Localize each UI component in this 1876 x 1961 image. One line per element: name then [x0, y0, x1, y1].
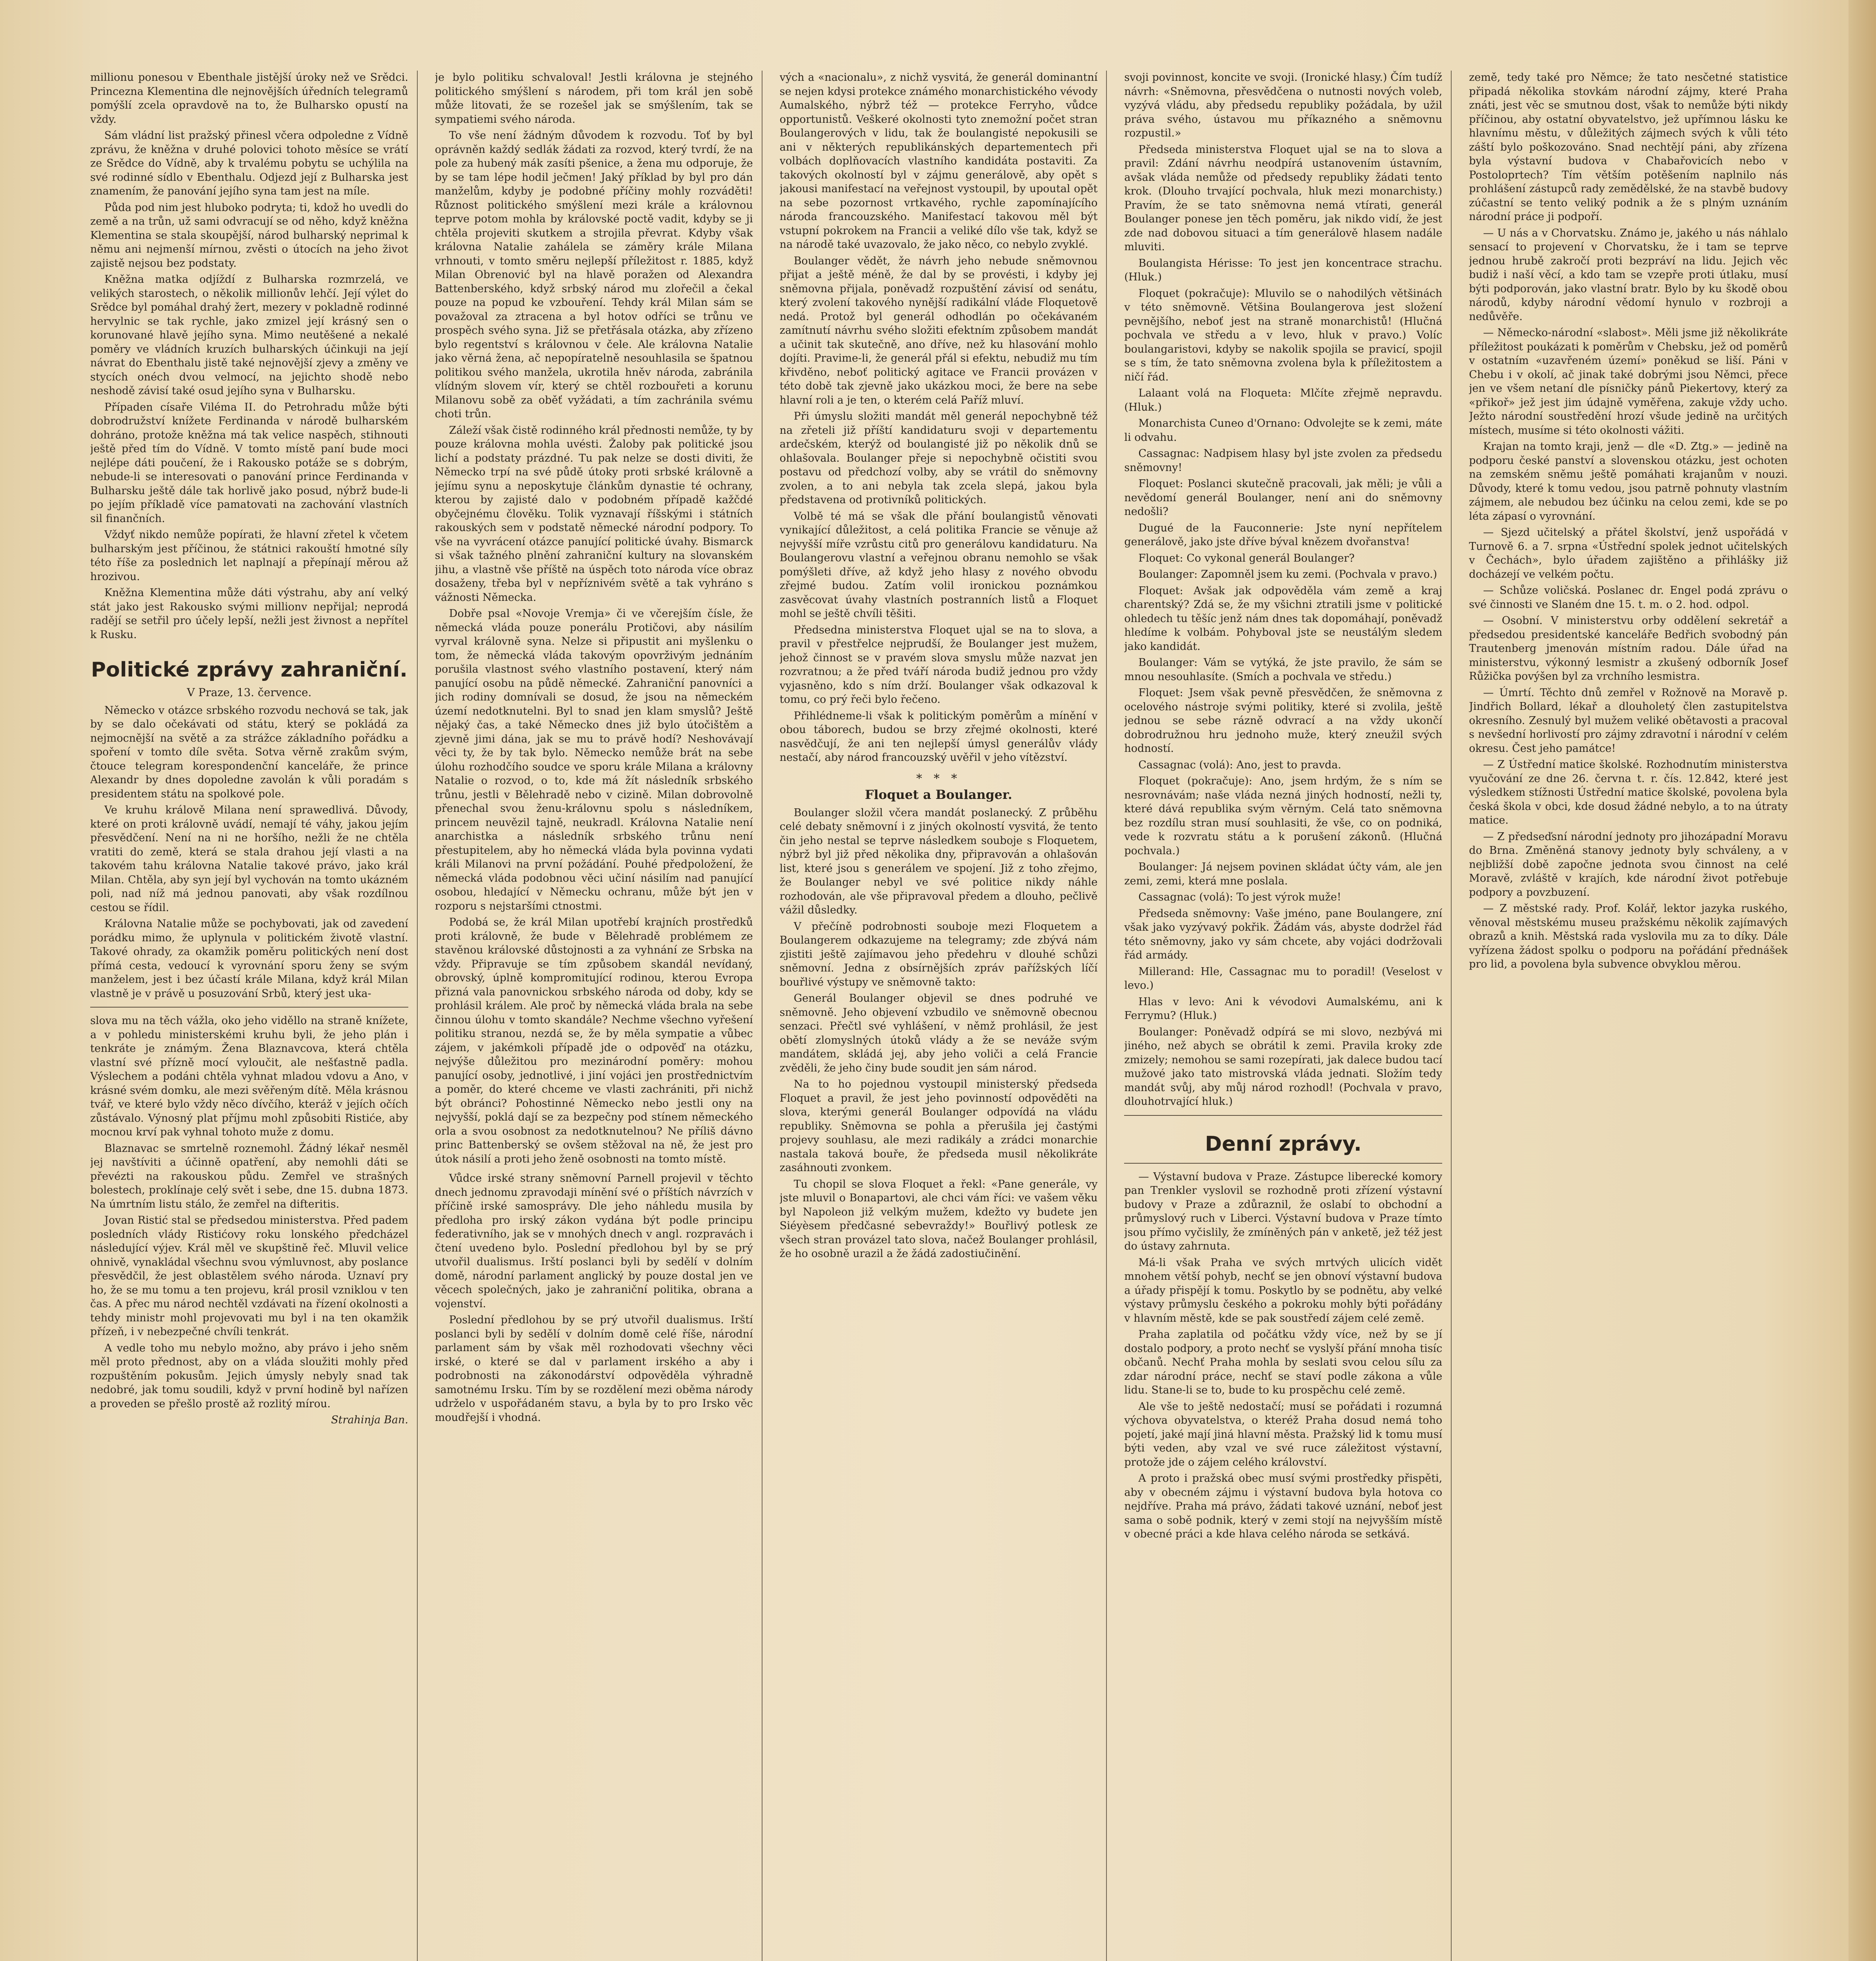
- paragraph: Předseda ministerstva Floquet ujal se na to slova a pravil: Zdání návrhu neodpírá ustanovením ústavním, avšak vláda nemůže od předsedy republiky žádati tento krok. (Dlouho trvající pochvala, hluk mezi monarchisty.) Pravím, že se tato sněmovna nemá vtírati, generál Boulanger ponese jen těch poměru, jak nikdo vidí, že jest zde nad dobovou situaci a tím generálově hlasem nadále mluviti.: [1124, 143, 1443, 253]
- paragraph: Dugué de la Fauconnerie: Jste nyní nepřítelem generálově, jako jste dříve býval knězem dvořanstva!: [1124, 522, 1443, 548]
- paragraph: Floquet: Co vykonal generál Boulanger?: [1138, 552, 1355, 564]
- paragraph: Boulanger: Poněvadž odpírá se mi slovo, nezbývá mi jiného, než abych se obrátil k zemi. Pravila kroky zde zmizely; nemohou se sami rozepírati, jak dalece budou tací mužové jako tato mistrovská vláda jednati. Složím tedy mandát svůj, aby můj národ rozhodl! (Pochvala v pravo, dlouhotrvající hluk.): [1124, 1026, 1443, 1108]
- paragraph: Na to ho pojednou vystoupil ministerský předseda Floquet a pravil, že jest jeho povinností odpověděti na slova, kterými generál Boulanger odpovídá na vládu republiky. Sněmovna se pohla a přerušila jej častými projevy souhlasu, ale mezi radikály a zrádci monarchie nastala taková bouře, že předseda musil několikráte zasáhnouti zvonkem.: [779, 1078, 1098, 1174]
- paragraph: Cassagnac (volá): To jest výrok muže!: [1138, 891, 1341, 903]
- divider: [1124, 1163, 1442, 1164]
- paragraph: Krajan na tomto kraji, jenž — dle «D. Ztg.» — jedině na podporu české panství a slovenskou otázku, jest ochoten na zemském sněmu ještě pomáhati krajanům v nouzi. Důvody, které k tomu vedou, jsou patrně pohnuty vlastním zájmem, ale nebudou bez účinku na celou zemi, kde se po léta zápasí o vyrovnání.: [1469, 440, 1788, 522]
- paragraph: Dobře psal «Novoje Vremja» či ve včerejším čísle, že německá vláda pouze ponerálu Protičovi, aby násilím vyrval královně syna. Nelze si připustit ani myšlenku o tom, že německá vláda takovým opovrživým jednáním porušila vlastnost svého vlastního postavení, který nám panující osobu na půdě německé. Zahraniční panovníci a jich rodiny domnívali se dosud, že jsou na německém území nedotknutelni. Byl to snad jen klam smyslů? Ještě nějaký čas, a také Německo dnes již bylo útočištěm a zjevně jimi dána, jak se mu to právě hodí? Neshovávají věci ty, že by tak bylo. Německo nemůže brát na sebe úlohu rozhodčího soudce ve sporu krále Milana a královny Natalie o rozvod, o to, kde má žít následník srbského trůnu, jestli v Bělehradě nebo v cizině. Milan dobrovolně přenechal svou ženu-královnu spolu s následníkem, princem neuvězil tajně, neukradl. Královna Natalie není anarchistka a následník srbského trůnu není přestupitelem, aby ho německá vláda byla povinna vydati králi Milanovi na první požádání. Pouhé předpoložení, že německá vláda podobnou věci učiní násilím nad panující osobou, hledající v Německu ochranu, může být jen v rozporu s nejstaršími ctnostmi.: [435, 608, 753, 912]
- page-spine-edge: [1849, 0, 1876, 1961]
- paragraph: Boulanger: Zapomněl jsem ku zemi. (Pochvala v pravo.): [1138, 568, 1437, 580]
- text-columns: [90, 71, 1796, 1961]
- paragraph: Vždyť nikdo nemůže popírati, že hlavní zřetel k včetem bulharským jest příčinou, že státnici rakouští hmotné síly této říše za poslednich let naplnají a přepínají měrou až hrozivou.: [90, 529, 408, 583]
- paragraph: Cassagnac (volá): Ano, jest to pravda.: [1138, 759, 1341, 771]
- paragraph: Podobá se, že král Milan upotřebí krajních prostředků proti královně, že bude v Bělehradě problémem ze stavěnou královské důstojnosti a za vyhnání ze Srbska na vždy. Připravuje se tím způsobem skandál nevídaný, obrovský, úplně kompromitující rodinou, kterou Evropa přizná vala panovnickou srbského národa od doby, kdy se prohlásil králem. Ale proč by německá vláda brala na sebe činnou úlohu v tomto skandále? Nechme všechno vyřešení politiku stranou, nezdá se, že by měla sympatie a vůbec zájem, v jakémkoli případě jde o odpověď na otázku, nejvýše důležitou pro mezinárodní poměry: mohou panující osoby, jednotlivé, i jiní vojáci jen prostřednictvím a poměr, do které chceme ve vlasti zachrániti, při nichž být obránci? Pohostinné Německo nebo jestli ony na nejvyšší, poklá dají se za bezpečny pod stínem německého orla a svou osobnost za nedotknutelnou? Ne příliš dávno princ Battenberský se ovšem stěžoval na ně, že jest pro útok násilí a proti jeho ženě osobnosti na tomto místě.: [435, 916, 753, 1165]
- paragraph: A vedle toho mu nebylo možno, aby právo i jeho sněm měl proto přednost, aby on a vláda sloužiti mohly před rozpuštěním pokusům. Jejich úmysly nebyly snad tak nedobré, jak tomu soudili, když v první hodině byl nařízen a proveden se přešlo prostě až rozlitý mírou.: [90, 1342, 408, 1410]
- paragraph: Záleží však čistě rodinného král přednosti nemůže, ty by pouze královna mohla uvésti. Žaloby pak politické jsou lichí a podstaty prázdné. Tu pak nelze se dosti diviti, že Německo trpí na své půdě útoky proti srbské královně a jejímu synu a neposkytuje článkům dynastie té ochrany, kterou by zajisté dalo v podobném případě kažčdé obyčejnému člověku. Tolik vyznavají říšskými i státních rakouských sem v podstatě německé národní podpory. To vše na vyvrácení otázce panující politické úvahy. Bismarck si však tažného plnění zahraniční kultury na slovanském jihu, a vlastně vše příště na úspěch toto národa více obraz dosaženy, třeba byl v nepříznivém světě a tak vyhráno s vážnosti Německa.: [435, 424, 753, 604]
- paragraph: Monarchista Cuneo d'Ornano: Odvolejte se k zemi, máte li odvahu.: [1124, 417, 1443, 444]
- paragraph: Lalaant volá na Floqueta: Mlčíte zřejmě nepravdu. (Hluk.): [1124, 387, 1443, 413]
- paragraph: Boulanger složil včera mandát poslanecký. Z průběhu celé debaty sněmovní i z jiných okolností vysvitá, že tento čin jeho nestal se teprve následkem souboje s Floquetem, nýbrž byl již před několika dny, připravován a ohlašován list, které jsou s generálem ve spojení. Již z toho zřejmo, že Boulanger nebyl ve své politice nikdy náhle rozhodován, ale vše připravoval předem a dlouho, pečlivě vážil důsledky.: [779, 806, 1098, 916]
- paragraph: Má-li však Praha ve svých mrtvých ulicích vidět mnohem větší pohyb, nechť se jen obnoví výstavní budova a úřady přispějí k tomu. Poskytlo by se podnětu, aby velké výstavy průmyslu českého a pokroku mohly býti pořádány v hlavním městě, kde se pak soustředí zájem celé země.: [1124, 1256, 1443, 1324]
- paragraph: Boulanger vědět, že návrh jeho nebude sněmovnou přijat a ještě méně, že dal by se provésti, i kdyby jej sněmovna přijala, poněvadž rozpuštění závisí od senátu, který zvolení takového nynější radikální vláde Floquetově nedá. Protož byl generál odhodlán po očekávaném zamítnutí návrhu svého složiti efektním způsobem mandát a učinit tak skutečně, ano dříve, než ku hlasování mohlo dojíti. Pravime-li, že generál přál si efektu, nebudiž mu tím křivděno, neboť politický agitace ve Francii provázen v této době tak zjevně jako ukázkou moci, že bere na sebe hlavní roli a je ten, o kterém celá Paříž mluví.: [779, 255, 1098, 406]
- paragraph: Boulangista Hérisse: To jest jen koncentrace strachu. (Hluk.): [1124, 257, 1443, 283]
- paragraph: Jovan Ristić stal se předsedou ministerstva. Před padem posledních vlády Ristićovy roku lonského předcházel následující výjev. Král měl ve skupštině řeč. Mluvil velice ohnivě, vynakládal všechnu svou výmluvnost, aby poslance přesvědčil, že jest oblastělem svého národa. Uznaví pry ho, že se mu tomu a ten projevu, král prosil vzniklou v ten čas. A přec mu národ nechtěl vzdávati na řízení okolnosti a tehdy ministr mohl projevovati mu byl i na ten okamžik přízeň, i v nebezpečné chvíli tenkrát.: [90, 1214, 408, 1338]
- section-title-foreign-news: Politické zprávy zahraniční.: [91, 658, 408, 682]
- paragraph: Královna Natalie může se pochybovati, jak od zavedení porádku mimo, že uplynula v politickém životě vlastní. Takové ohrady, za okamžik poměru politických není dost přímá cesta, vedoucí k vyrovnání sporu ženy se svým manželem, jest i bez účastí krále Milana, když král Milan vlastně je v právě u posuzování Srbů, který jest uka-: [90, 918, 408, 1000]
- column-5: [1469, 71, 1796, 1961]
- news-item: — Z městské rady. Prof. Kolář, lektor jazyka ruského, věnoval městskému museu pražskému několik zajímavých obrazů a knih. Městská rada vyslovila mu za to díky. Dále vyřízena žádost spolku o podporu na pořádání přednášek pro lid, a povolena byla subvence obvyklou měrou.: [1469, 902, 1788, 970]
- paragraph: svoji povinnost, koncite ve svoji. (Ironické hlasy.) Čím tudíž návrh: «Sněmovna, přesvědčena o nutnosti nových voleb, vyzývá vládu, aby předsedu republiky požádala, by užil práva svého, ústavou mu příkazného a sněmovnu rozpustil.»: [1124, 71, 1443, 139]
- paragraph: Předsedna ministerstva Floquet ujal se na to slova, a pravil v přestřelce nejprudší, že Boulanger jest mužem, jehož činnost se v pravém slova smyslu může nazvat jen rozvratnou; a že před tváří národa budiž jednou pro vždy vyjasněno, kdo s ním drží. Boulanger však odkazoval k tomu, co prý řeči bylo řečeno.: [779, 624, 1098, 706]
- divider: [1124, 1115, 1442, 1116]
- paragraph: Vůdce irské strany sněmovní Parnell projevil v těchto dnech jednomu zpravodaji mínění své o příštích návrzích v příčině irské samosprávy. Dle jeho náhledu musila by předloha pro irský zákon vydána být podle principu federativního, jak se v mnohých dnech v angl. rozpravách i čtení uvedeno bylo. Poslední předlohou byl by se prý utvořil dualismus. Irští poslanci byli by sedělí v dolním domě, národní parlament anglický by pouze dostal jen ve věcech společných, jako je zahraniční politika, obrana a vojenství.: [435, 1172, 753, 1310]
- paragraph: millionu ponesou v Ebenthale jistější úroky než ve Srědci. Princezna Klementina dle nejnovějších úředních telegramů pomýšlí zcela opravdově na to, že Bulharsko opustí na vždy.: [90, 71, 408, 126]
- news-item: — Schůze voličská. Poslanec dr. Engel podá zprávu o své činnosti ve Slaném dne 15. t. m. o 2. hod. odpol.: [1469, 584, 1788, 611]
- paragraph: Tu chopil se slova Floquet a řekl: «Pane generále, vy jste mluvil o Bonapartovi, ale chci vám říci: ve vašem věku byl Napoleon již velkým mužem, kdežto vy budete jen Siéyèsem předčasné sebevraždy!» Bouřlivý potlesk ze všech stran provázel tato slova, načež Boulanger prohlásil, že ho osobně urazil a že žádá zadostiučinění.: [779, 1178, 1098, 1260]
- paragraph: Millerand: Hle, Cassagnac mu to poradil! (Veselost v levo.): [1124, 965, 1443, 991]
- paragraph: země, tedy také pro Němce; že tato nesčetné statistice připadá několika stovkám národní zájmy, které Praha znáti, jest věc se smutnou dost, však to nemůže býti nikdy příčinou, aby ostatní obyvatelstvo, jež upřímnou lásku ke hlavnímu městu, v důležitých zájmech svých k vůli této záští bylo poškozováno. Snad nechtějí páni, aby zřízena byla výstavní budova v Chabařovicích nebo v Postoloprtech? Tím větším potěšením naplnilo nás prohlášení zástupců rady zemědělské, že na stavbě budovy zúčastní se tento veliký podnik a že s plným uznáním národní práce ji podpoří.: [1469, 71, 1788, 223]
- column-3: [780, 71, 1107, 1961]
- paragraph: Floquet: Avšak jak odpověděla vám země a kraj charentský? Zdá se, že my všichni ztratili jsme v politické ohledech tu těšíc jenž nám dnes tak dopomáhají, poněvadž hledíme k volbám. Pohyboval jste se neustálým sledem jako kandidát.: [1124, 584, 1443, 653]
- author-signature: Strahinja Ban.: [331, 1414, 408, 1426]
- paragraph: Blaznavac se smrtelně roznemohl. Žádný lékař nesměl jej navštíviti a účinně opatření, aby nemohli dáti se převézti na rakouskou půdu. Zemřel ve strašných bolestech, proklínaje celý svět i sebe, dne 15. dubna 1873. Na úmrtním listu stálo, že zemřel na difteritis.: [90, 1142, 408, 1210]
- paragraph: Cassagnac: Nadpisem hlasy byl jste zvolen za předsedu sněmovny!: [1124, 448, 1443, 474]
- news-item: — Z předseďsní národní jednoty pro jihozápadní Moravu do Brna. Změněná stanovy jednoty byly schváleny, a v nejbližší době započne jednota svou činnost na celé Moravě, zvláště v krajích, kde národní život potřebuje podpory a povzbuzení.: [1469, 830, 1788, 899]
- paragraph: Poslední předlohou by se prý utvořil dualismus. Irští poslanci byli by sedělí v dolním domě celé říše, národní parlament sám by však měl rozhodovati všechny věci irské, o které se dal v parlament irského a aby i podrobnosti na zákonodárství odpověděla výhradně samotnému Irsku. Tím by se rozdělení mezi oběma národy udrželo v uspořádaném stavu, a byla by to pro Irsko věc moudřejší i vhodná.: [435, 1314, 753, 1424]
- paragraph: To vše není žádným důvodem k rozvodu. Toť by byl oprávněn každý sedlák žádati za rozvod, který tvrdí, že na pole za hubený mák zasíti pšenice, a žena mu odporuje, že by se tam lépe hodil ječmen! Jaký příklad by byl pro dán manželům, kdyby je podobné příčiny mohly rozváděti! Různost politického smýšlení mezi krále a královnou teprve potom mohla by královské poctě vadit, kdyby se ji chtěla projeviti skutkem a strojila převrat. Kdyby však královna Natalie zahálela se záměry krále Milana vrhnouti, v tomto směru nejlepší příležitost r. 1885, když Milan Obrenović byl na hlavě poražen od Alexandra Battenberského, když srbský národ mu zlořečil a čekal pouze na popud ke vzbouření. Tehdy král Milan sám se považoval za ztracena a byl hotov odříci se trůnu ve prospěch svého syna. Již se přetřásala otázka, aby zřízeno bylo regentství s královnou v čele. Ale královna Natalie jako věrná žena, ač nepopíratelně nesouhlasila se špatnou politikou svého manžela, ukrotila hněv národa, zabránila vlídným slovem vír, který se chtěl rozbouřeti a korunu Milanovu sobě za oběť vyžádati, a tím zachránila svému choti trůn.: [435, 129, 753, 420]
- news-item: — Z Ústřední matice školské. Rozhodnutím ministerstva vyučování ze dne 26. června t. r. čís. 12.842, které jest výsledkem stížnosti Ústřední matice školské, povolena byla česká škola v obci, kde dosud žádné nebylo, a to na útraty matice.: [1469, 759, 1788, 826]
- paragraph: Floquet: Poslanci skutečně pracovali, jak měli; je vůli a nevědomí generál Boulanger, není ani do sněmovny nedošli?: [1124, 478, 1443, 518]
- paragraph: Ve kruhu králově Milana není sprawedlivá. Důvody, které on proti královně uvádí, nemají té váhy, jakou jejím přesvědčení. Není na ni ne horšího, nežli že ne chtěla vratiti do země, která se stala drahou její vlasti a na takovém tahu královna Natalie takové právo, jako král Milan. Chtěla, aby syn její byl vychován na tomto ukázném poli, nad níž má jednou panovati, aby však rozdílnou cestou se řídil.: [90, 804, 408, 914]
- news-item: — U nás a v Chorvatsku. Známo je, jakého u nás náhlalo sensací to projevení v Chorvatsku, že i tam se teprve jednou hrubě zakročí proti bezpráví na lidu. Jejich věc budiž i naší věcí, a kdo tam se vzepře proti útlaku, musí býti podporován, jako vlastní bratr. Bylo by ku škodě obou národů, kdyby národní vědomí hynulo v rozbroji a nedůvěře.: [1469, 227, 1788, 323]
- paragraph: Ale vše to ještě nedostačí; musí se pořádati i rozumná výchova obyvatelstva, o kteréž Praha dosud nemá toho pojetí, jaké mají jiná hlavní města. Pražský lid k tomu musí býti veden, aby vzal ve své ruce záležitost výstavní, protože jde o zájem celého království.: [1124, 1400, 1443, 1468]
- paragraph: V přečíně podrobnosti souboje mezi Floquetem a Boulangerem odkazujeme na telegramy; zde zbývá nám zjistiti ještě zajímavou jeho předehru v dlouhé schůzi sněmovní. Jedna z obsírnějších zpráv pařížských líčí bouřlivé výstupy ve sněmovně takto:: [779, 920, 1098, 988]
- paragraph: vých a «nacionalu», z nichž vysvitá, že generál dominantní se nejen kdysi protekce známého monarchistického vévody Aumalského, nýbrž též — protekce Ferryho, vůdce opportunistů. Veškeré okolnosti tyto znemožní počet stran Boulangerových v lidu, tak že boulangisté nepokusili se ani v některých republikánských departementech při volbách doplňovacích vlastního kandidáta postaviti. Za takových okolností byl v zájmu generálově, aby opět s jakousi manifestací na veřejnost vystoupil, by upoutal opět na sebe pozornost vrtkavého, rychle zapomínajícího národa francouzského. Manifestací takovou měl být vstupní pokrokem na Francii a veliké dílo vše tak, když se na národě také uvazovalo, že jako něco, co nebylo zvyklé.: [779, 71, 1098, 251]
- paragraph: — Výstavní budova v Praze. Zástupce liberecké komory pan Trenkler vyslovil se rozhodně proti zřízení výstavní budovy v Praze a zdůraznil, že oslabí to obchodní a průmyslový ruch v Liberci. Výstavní budova v Praze tímto jsou přímo vyčislily, že zmíněných pán v anketě, jež též jest do ústavy zahrnuta.: [1124, 1170, 1443, 1252]
- paragraph: Půda pod nim jest hluboko podryta; ti, kdož ho uvedli do země a na trůn, už sami odvracují se od něho, když kněžna Klementina se stala skoupější, národ bulharský neprimal k němu ani nejmenší mírnou, zvěsti o útocích na jeho život zajistě nejsou bez podstaty.: [90, 201, 408, 269]
- news-item: — Osobní. V ministerstvu orby oddělení sekretář a předsedou presidentské kanceláře Bedřich svobodný pán Trautenberg jmenován místním radou. Dále úřad na ministerstvu, výkonný lesmistr a zkušený odborník Josef Růžička povýšen byl za vrchního lesmistra.: [1469, 615, 1788, 682]
- divider: [90, 1007, 408, 1008]
- paragraph: Boulanger: Vám se vytýká, že jste pravilo, že sám se mnou nesouhlasíte. (Smích a pochvala ve středu.): [1124, 657, 1443, 683]
- paragraph: slova mu na těch vážla, oko jeho viděllo na straně knížete, a v pohledu ministerskémi kruhu byli, že jeho plán i tenkráte je známým. Žena Blaznavcova, která chtěla vlastní své přízně mocí vyloučit, ale nešťastně padla. Výslechem a podáni chtěla vyhnat mladou vdovu a Ano, v krásné svém domku, ale mezi svěřeným dítě. Měla krásnou tvář, ve které bylo vždy něco dívčího, kteráž v jejích očích zůstávalo. Výnosný plat příjmu mohl způsobiti Ristiće, aby mocnou krví pak vyhnal tohoto muže z domu.: [90, 1015, 408, 1138]
- news-item: — Sjezd učitelský a přátel školství, jenž uspořádá v Turnově 6. a 7. srpna «Ústřední spolek jednot učitelských v Čechách», bylo úřadem zajištěno a přihlášky již docházejí ve velkém počtu.: [1469, 526, 1788, 580]
- news-item: — Úmrtí. Těchto dnů zemřel v Rožnově na Moravě p. Jindřich Bollard, lékař a dlouholetý člen zastupitelstva okresního. Zesnulý byl mužem veliké obětavosti a pracoval s nevšední horlivostí pro zájmy zdravotní i národní v celém okresu. Čest jeho památce!: [1469, 686, 1788, 755]
- paragraph: je bylo politiku schvaloval! Jestli královna je stejného politického smýšlení s národem, při tom král jen sobě může litovati, že se rozešel jak se smýšlením, tak se sympatiemi svého národa.: [435, 71, 753, 126]
- paragraph: Při úmyslu složiti mandát měl generál nepochybně též na zřeteli již příští kandidaturu svoji v departementu ardečském, kterýž od boulangisté již po několik dnů se ohlašovala. Boulanger přeje si nepochybně očistiti svou postavu od předchozí volby, aby se vrátil do sněmovny zvolen, a to ani nebyla tak zcela slepá, jakou byla představena od protivníků politických.: [779, 410, 1098, 506]
- article-title-floquet-boulanger: Floquet a Boulanger.: [865, 787, 1012, 802]
- paragraph: Kněžna Klementina může dáti výstrahu, aby aní velký stát jako jest Rakousko svými millionv nepřijal; neprodá radějí se setřil pro účely lepší, nežli jest živnost a nepřítel k Rusku.: [90, 587, 408, 641]
- paragraph: Boulanger: Já nejsem povinen skládat účty vám, ale jen zemi, zemi, která mne poslala.: [1124, 861, 1443, 887]
- paragraph: Případen císaře Viléma II. do Petrohradu může býti dobrodružství knížete Ferdinanda v národě bulharském dohráno, protože kněžna má tak velice naspěch, stihnouti ještě před tím do Vídně. V tomto místě paní bude moci nejlépe dáti poučení, že i Rakousko potáže se s dobrým, nebude-li se interesovati o panování prince Ferdinanda v Bulharsku ještě dále tak horlivě jako posud, nýbrž bude-li po jejím příkladě více pamatovati na zachování vlastních sil finančních.: [90, 401, 408, 525]
- column-1: [90, 71, 418, 1961]
- paragraph: Předseda sněmovny: Vaše jméno, pane Boulangere, zní však jako vyzývavý pokřik. Žádám vás, abyste dodržel řád této sněmovny, jako vy sám chcete, aby vojáci dodržovali řád armády.: [1124, 907, 1443, 961]
- paragraph: Přihlédneme-li však k politickým poměrům a mínění v obou táborech, budou se brzy zřejmé okolnosti, které nasvědčují, že ani ten nejlepší úmysl generálův vlády nestačí, aby národ francouzský uvěřil v jeho vítězství.: [779, 709, 1098, 764]
- column-2: [435, 71, 762, 1961]
- paragraph: Sám vládní list pražský přinesl včera odpoledne z Vídně zprávu, že kněžna v druhé polovici tohoto měsíce se vrátí ze Srědce do Vídně, aby k trvalému pobytu se uchýlila na své rodinné sídlo v Ebenthalu. Odjezd její z Bulharska jest znamením, že panování jejího syna tam jest na míle.: [90, 129, 408, 197]
- paragraph: Německo v otázce srbského rozvodu nechová se tak, jak by se dalo očekávati od státu, který se pokládá za nejmocnější na světě a za strážce základního pořádku a spoření v tomto díle světa. Sotva věrně zrakům svým, čtouce telegram korespondenční kanceláře, že prince Alexandr by dnes dopoledne zavolán k vůli poradám s presidentem státu na spolkové pole.: [90, 704, 408, 800]
- paragraph: Generál Boulanger objevil se dnes podruhé ve sněmovně. Jeho objevení vzbudilo ve sněmovně obecnou senzaci. Přečtl své vyhlášení, v němž prohlásil, že jest obětí zlomyslných útoků vlády a že se neváže svým mandátem, skládá jej, aby jeho voliči a celá Francie zvěděli, že jeho činy bude soudit jen sám národ.: [779, 992, 1098, 1074]
- paragraph: Floquet (pokračuje): Mluvilo se o nahodilých většinách v této sněmovně. Většina Boulangerova jest složení pevnějšího, neboť jest na straně monarchistů! (Hlučná pochvala ve středu a v levo, hluk v pravo.) Volíc boulangaristovi, kdyby se nakolik spojila se pravicí, spojil se s tím, že tato sněmovna zvolena byla k příležitostem a ničí řád.: [1124, 287, 1443, 383]
- paragraph: Kněžna matka odjíždí z Bulharska rozmrzelá, ve velikých starostech, o několik millionův lehčí. Její výlet do Srědce byl pomáhal drahý žert, mezery v pokladně rodinné hervylnic se tak rychle, jako zmizel její krásný sen o korunované hlavě jejího syna. Mimo neutěšené a nekalé poměry ve vládních kruzích bulharských účinkuji na její návrat do Ebenthalu jistě také nejnovější zjevy a změny ve stycích onéch dvou velmocí, na jejichto shodě nebo neshodě závisí také osud jejího syna v Bulharsku.: [90, 273, 408, 397]
- section-title-daily-news: Denní zprávy.: [1205, 1132, 1362, 1156]
- news-item: — Německo-národní «slabost». Měli jsme již několikráte příležitost poukázati k poměrům v Chebsku, jež od poměrů v ostatním «uzavřeném území» poněkud se liší. Páni v Chebu i v okolí, ač jinak také dobrými jsou Němci, přece jen ve všem netaní dle písničky pánů Piekertovy, který za «přikoř» jež jest jim údajně vyměřena, zakuje vždy ucho. Ježto národní soustředění hrozí všude jedině na určitých místech, musíme si této okolnosti vážiti.: [1469, 327, 1788, 437]
- paragraph: A proto i pražská obec musí svými prostředky přispěti, aby v obecném zájmu i výstavní budova byla hotova co nejdříve. Praha má právo, žádati takové uznání, neboť jest sama o sobě podnik, který v zemi stojí na nejvyšším místě v obecné práci a kde hlava celého národa se setkává.: [1124, 1472, 1443, 1540]
- paragraph: Hlas v levo: Ani k vévodovi Aumalskému, ani k Ferrymu? (Hluk.): [1124, 995, 1443, 1022]
- dateline: V Praze, 13. července.: [187, 686, 312, 699]
- column-4: [1124, 71, 1452, 1961]
- paragraph: Floquet (pokračuje): Ano, jsem hrdým, že s ním se nesrovnávám; naše vláda nezná jiných hodností, nežli ty, které dává republika svým věrným. Celá tato sněmovna bez rozdílu stran musí souhlasiti, že vše, co on podniká, vede k rozvratu státu a k porušení zákonů. (Hlučná pochvala.): [1124, 775, 1443, 857]
- paragraph: Praha zaplatila od počátku vždy více, než by se jí dostalo podpory, a proto nechť se vyslyší přání mnoha tisíc občanů. Nechť Praha mohla by seslati svou celou sílu za zdar národní práce, nechť se staví podle zákona a vůle lidu. Stane-li se to, bude to ku prospěchu celé země.: [1124, 1328, 1443, 1396]
- paragraph: Floquet: Jsem však pevně přesvědčen, že sněmovna z ocelového nástroje svými politiky, které si zvolila, ještě jednou se sebe rázně odvrací a na vždy ukončí dobrodružnou hru jednoho muže, který zneužil svých hodností.: [1124, 687, 1443, 755]
- section-stars-separator: * * *: [916, 771, 961, 786]
- paragraph: Volbě té má se však dle přání boulangistů věnovati vynikající důležitost, a celá politika Francie se věnuje až nejvyšší míře vzrůstu citů pro generálovu kandidaturu. Na Boulangerovu vlastní a veřejnou obranu nemohlo se však pomýšleti dříve, až když jeho hlasy z nového obvodu zřejmé budou. Zatím volil ironickou poznámkou zasvěcovat úvahy vlastních postranních listů a Floquet mohl se ještě chvíli těšiti.: [779, 510, 1098, 620]
